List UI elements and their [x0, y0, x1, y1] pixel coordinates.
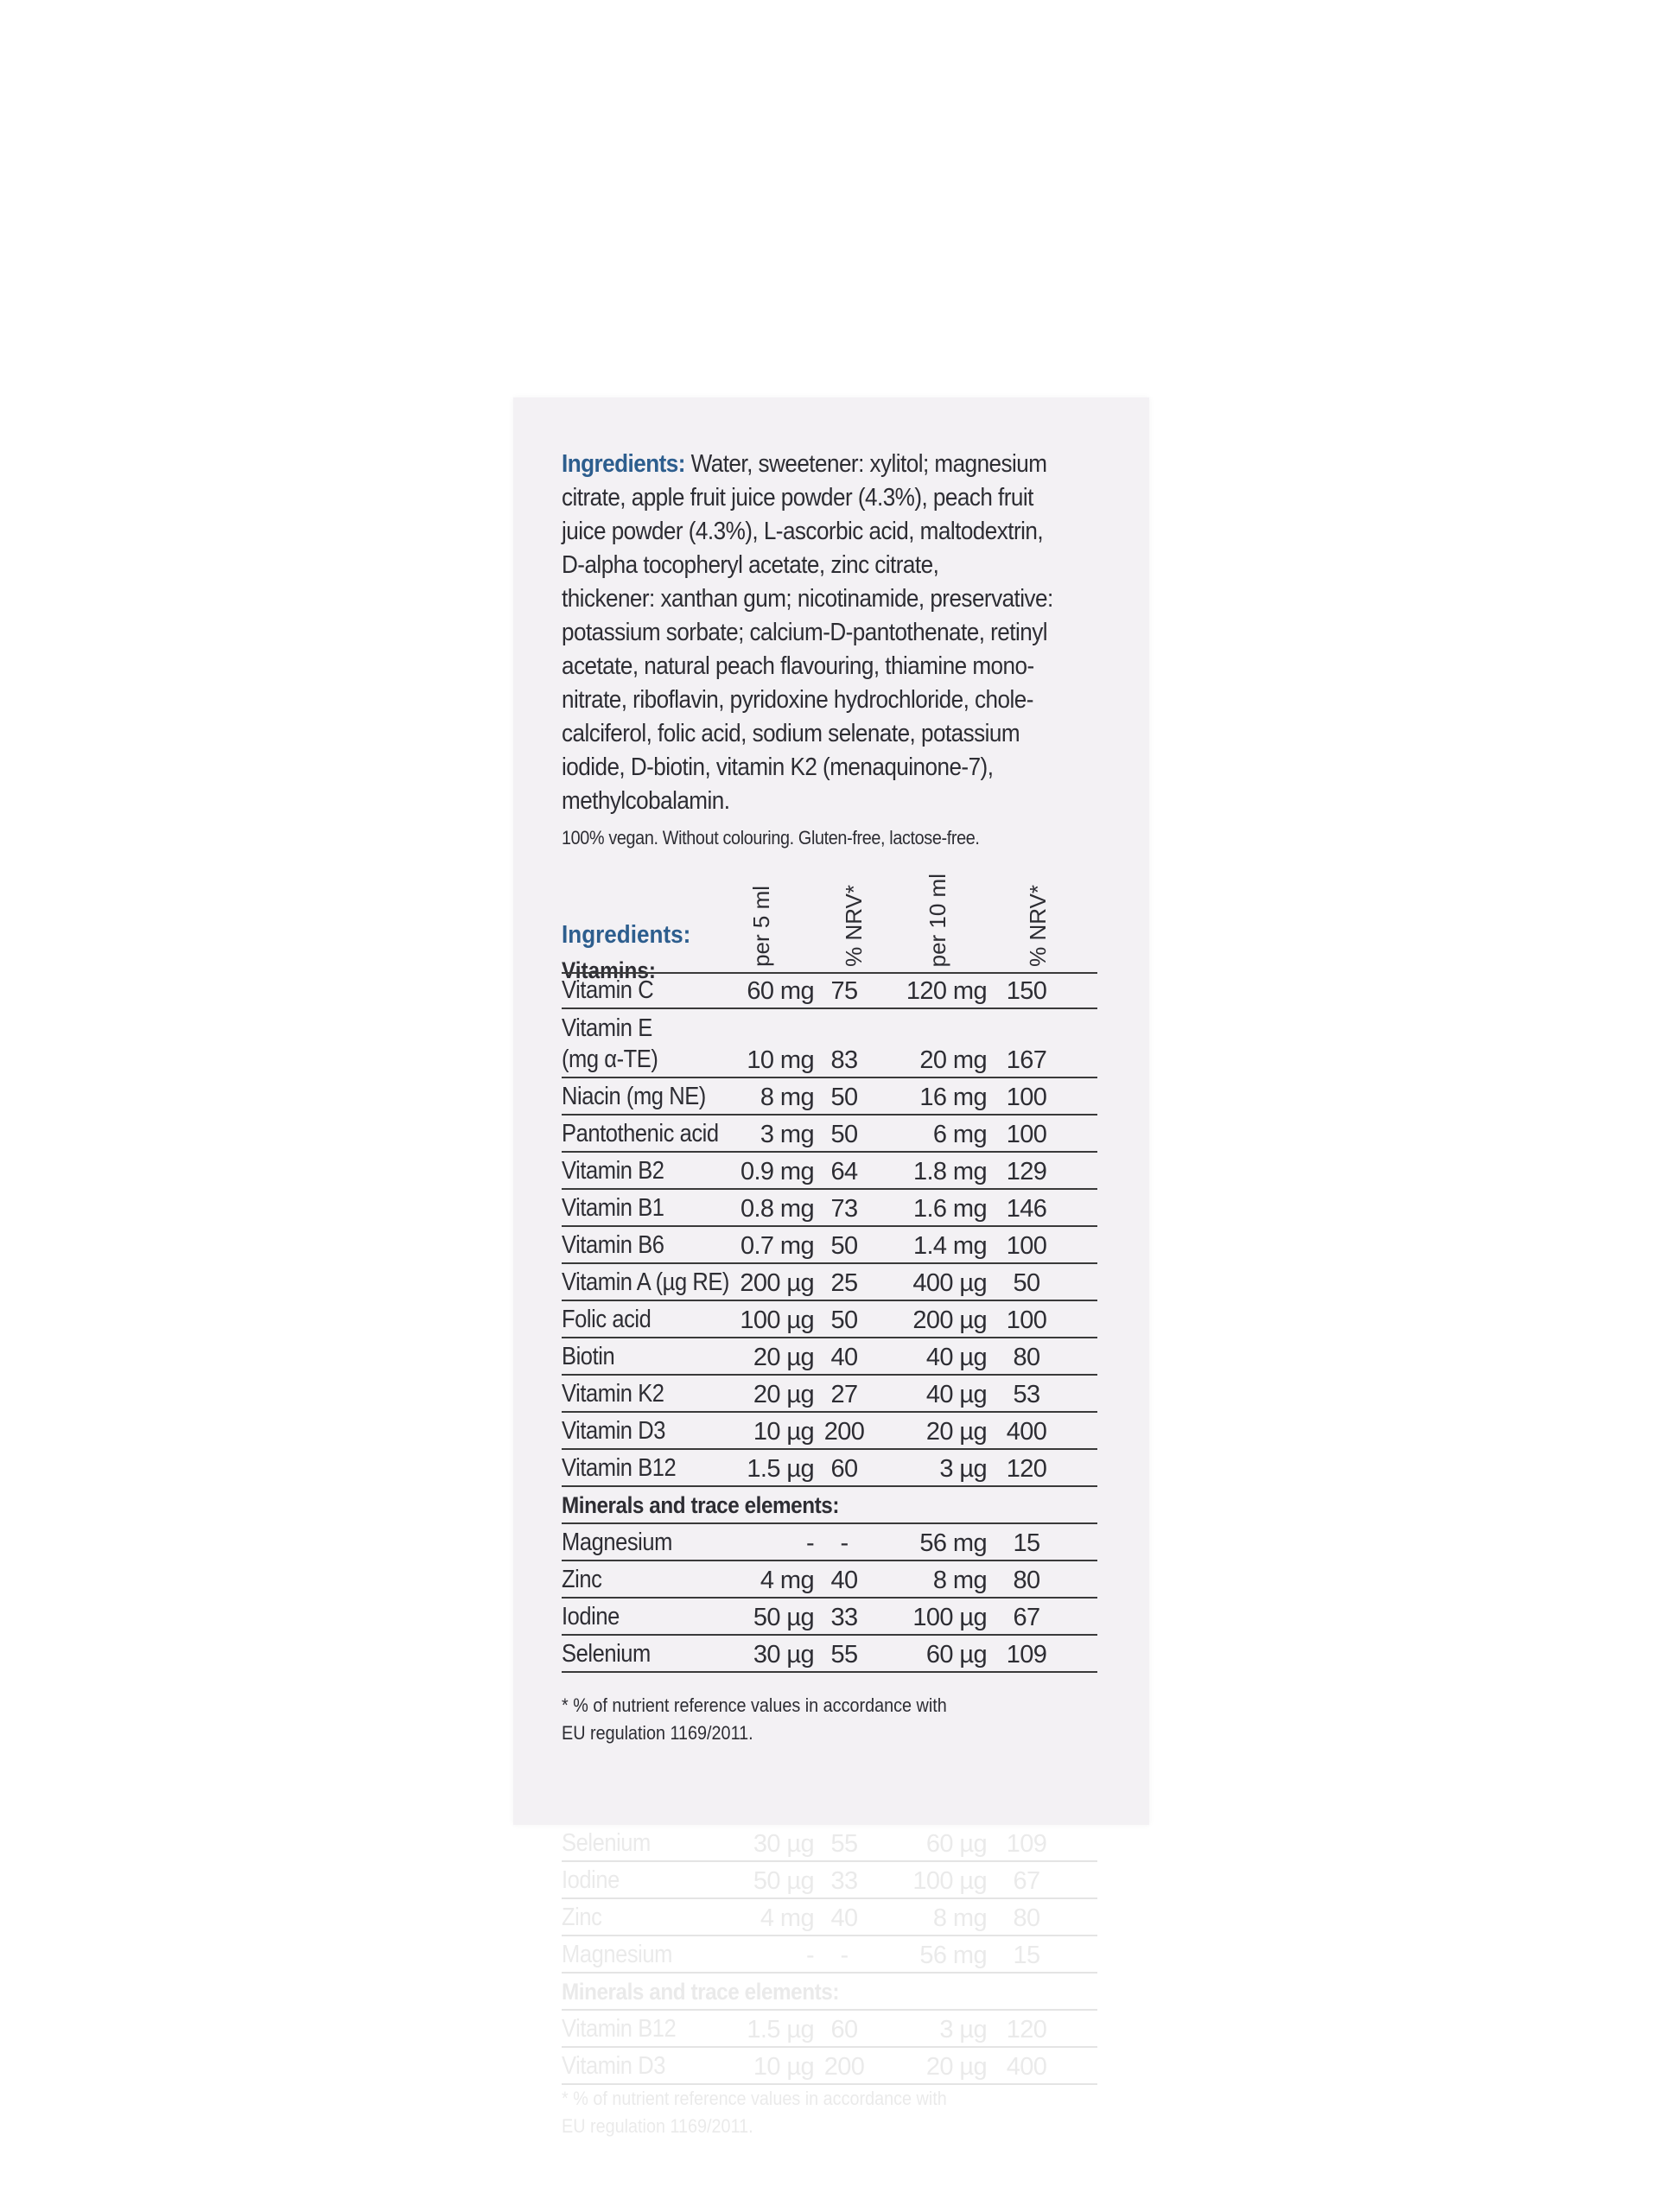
vegan-note: 100% vegan. Without colouring. Gluten-free, lactose-free. — [562, 827, 980, 849]
nrv-per-5ml: 75 — [830, 977, 858, 1005]
amount-per-5ml: 100 µg — [740, 1306, 814, 1334]
reflection-nrv-per-5ml: - — [840, 1942, 849, 1969]
table-row — [562, 1116, 1097, 1153]
reflection-table-row — [562, 1825, 1097, 1862]
reflection-nutrient-name-cell — [562, 2050, 734, 2082]
reflection-table-row — [562, 2011, 1097, 2048]
nutrient-name: Vitamin B2 — [562, 1157, 664, 1185]
nrv-per-5ml: 50 — [830, 1084, 858, 1111]
reflection-nutrient-name: Vitamin B12 — [562, 2015, 677, 2043]
reflection-minerals-heading: Minerals and trace elements: — [562, 1979, 839, 2005]
nutrient-unit-note: (mg α-TE) — [562, 1046, 658, 1073]
reflection-amount-per-10ml: 60 µg — [925, 1830, 987, 1858]
column-header-per-5ml: per 5 ml — [748, 886, 774, 967]
reflection-amount-per-10ml: 100 µg — [912, 1867, 987, 1895]
nutrient-name: Vitamin B12 — [562, 1454, 677, 1482]
reflection-nrv-per-10ml: 15 — [1013, 1942, 1040, 1969]
nrv-footnote — [562, 1692, 966, 1747]
table-heading: Ingredients: — [562, 921, 691, 949]
nrv-per-5ml: 200 — [823, 1418, 865, 1446]
nutrient-name-cell — [562, 1155, 734, 1186]
amount-per-5ml: 50 µg — [753, 1604, 814, 1631]
amount-per-10ml: 100 µg — [912, 1604, 987, 1631]
nrv-per-10ml: 15 — [1013, 1529, 1040, 1557]
table-row — [562, 1301, 1097, 1338]
nrv-per-10ml: 129 — [1006, 1158, 1047, 1185]
table-row — [562, 1190, 1097, 1227]
nrv-per-5ml: 25 — [830, 1269, 858, 1297]
mineral-rows — [562, 1524, 1097, 1673]
nrv-per-10ml: 150 — [1006, 977, 1047, 1005]
amount-per-5ml: 1.5 µg — [747, 1455, 814, 1483]
nrv-per-10ml: 167 — [1006, 1046, 1047, 1074]
column-header-nrv-5ml: % NRV* — [841, 885, 867, 967]
reflection-nrv-per-10ml: 400 — [1006, 2053, 1047, 2081]
table-row — [562, 1376, 1097, 1413]
nrv-per-5ml: - — [840, 1529, 849, 1557]
reflection-nutrient-name: Selenium — [562, 1829, 651, 1857]
reflection-nutrient-name: Vitamin D3 — [562, 2052, 665, 2080]
amount-per-10ml: 56 mg — [919, 1529, 987, 1557]
reflection-amount-per-10ml: 8 mg — [932, 1904, 987, 1932]
amount-per-5ml: 3 mg — [760, 1121, 814, 1148]
table-row — [562, 1264, 1097, 1301]
table-row — [562, 1450, 1097, 1487]
ingredients-line: acetate, natural peach flavouring, thiamine mono- — [562, 652, 1034, 680]
reflection-table-row — [562, 1936, 1097, 1974]
column-header-per-10ml: per 10 ml — [925, 873, 950, 967]
nrv-per-10ml: 100 — [1006, 1121, 1047, 1148]
amount-per-5ml: 20 µg — [753, 1344, 814, 1371]
nutrient-name: Vitamin K2 — [562, 1380, 664, 1408]
ingredients-heading: Ingredients: — [562, 450, 685, 478]
nutrient-name-cell — [562, 1230, 734, 1261]
reflection-nutrient-name: Iodine — [562, 1866, 620, 1894]
reflection-nrv-per-5ml: 33 — [830, 1867, 858, 1895]
reflection-nutrient-name-cell — [562, 1939, 734, 1970]
nrv-per-10ml: 146 — [1006, 1195, 1047, 1223]
nrv-per-5ml: 55 — [830, 1641, 858, 1669]
reflection-table-row — [562, 2048, 1097, 2085]
ingredients-line: calciferol, folic acid, sodium selenate, potassium — [562, 720, 1020, 747]
reflection-nrv-per-5ml: 200 — [823, 2053, 865, 2081]
reflection-footnote-line: * % of nutrient reference values in accordance with — [562, 2088, 947, 2109]
reflection-nutrient-name: Magnesium — [562, 1941, 672, 1968]
amount-per-10ml: 60 µg — [925, 1641, 987, 1669]
amount-per-10ml: 16 mg — [919, 1084, 987, 1111]
reflection-nutrient-name: Zinc — [562, 1904, 602, 1931]
minerals-heading: Minerals and trace elements: — [562, 1492, 839, 1518]
reflection-nrv-per-10ml: 67 — [1013, 1867, 1040, 1895]
nrv-per-5ml: 27 — [830, 1381, 858, 1408]
amount-per-5ml: 20 µg — [753, 1381, 814, 1408]
reflection-amount-per-5ml: 4 mg — [760, 1904, 814, 1932]
reflection-amount-per-5ml: 10 µg — [753, 2053, 814, 2081]
nutrient-name: Niacin (mg NE) — [562, 1083, 706, 1110]
amount-per-10ml: 6 mg — [932, 1121, 987, 1148]
reflection-amount-per-10ml: 3 µg — [939, 2016, 987, 2044]
ingredients-line: nitrate, riboflavin, pyridoxine hydrochloride, chole- — [562, 686, 1033, 714]
amount-per-10ml: 120 mg — [906, 977, 987, 1005]
reflection-amount-per-5ml: - — [805, 1942, 814, 1969]
nutrient-name-cell — [562, 1452, 734, 1484]
nrv-per-10ml: 120 — [1006, 1455, 1047, 1483]
reflection-content — [513, 1825, 1149, 2152]
reflection-nutrient-name-cell — [562, 1827, 734, 1859]
reflection-nrv-per-5ml: 55 — [830, 1830, 858, 1858]
minerals-section-row — [562, 1487, 1097, 1524]
ingredients-line: D-alpha tocopheryl acetate, zinc citrate, — [562, 551, 939, 579]
nutrient-name: Zinc — [562, 1566, 602, 1593]
nrv-per-5ml: 40 — [830, 1567, 858, 1594]
ingredients-line: citrate, apple fruit juice powder (4.3%), peach fruit — [562, 484, 1033, 512]
nutrient-name: Biotin — [562, 1343, 615, 1370]
nutrient-name-cell — [562, 1415, 734, 1446]
amount-per-5ml: 0.8 mg — [740, 1195, 814, 1223]
nutrient-name-cell — [562, 1601, 734, 1632]
reflection-amount-per-10ml: 56 mg — [919, 1942, 987, 1969]
nutrient-name-cell — [562, 1304, 734, 1335]
ingredients-line: iodide, D-biotin, vitamin K2 (menaquinone-7), — [562, 753, 994, 781]
nutrient-name-cell — [562, 1564, 734, 1595]
nutrient-name: Vitamin B6 — [562, 1231, 664, 1259]
amount-per-10ml: 40 µg — [925, 1344, 987, 1371]
ingredients-line: methylcobalamin. — [562, 787, 730, 815]
amount-per-10ml: 400 µg — [912, 1269, 987, 1297]
nrv-per-10ml: 80 — [1013, 1567, 1040, 1594]
nutrient-name: Pantothenic acid — [562, 1120, 719, 1147]
nutrient-name: Folic acid — [562, 1306, 652, 1333]
table-row — [562, 1153, 1097, 1190]
table-row — [562, 1227, 1097, 1264]
nrv-per-10ml: 400 — [1006, 1418, 1047, 1446]
nrv-per-10ml: 80 — [1013, 1344, 1040, 1371]
ingredients-line: juice powder (4.3%), L-ascorbic acid, maltodextrin, — [562, 518, 1044, 545]
nutrient-name: Vitamin E — [562, 1014, 652, 1042]
reflection-nutrient-name-cell — [562, 1902, 734, 1933]
nutrient-name-cell — [562, 1118, 734, 1149]
reflection-minerals-section-row — [562, 1974, 1097, 2011]
nutrient-name: Iodine — [562, 1603, 620, 1630]
nutrient-name: Magnesium — [562, 1529, 672, 1556]
amount-per-5ml: - — [805, 1529, 814, 1557]
amount-per-5ml: 200 µg — [740, 1269, 814, 1297]
nrv-per-10ml: 50 — [1013, 1269, 1040, 1297]
ingredients-line: thickener: xanthan gum; nicotinamide, preservative: — [562, 585, 1053, 613]
nutrient-name-cell — [562, 1192, 734, 1224]
reflection-nrv-per-10ml: 109 — [1006, 1830, 1047, 1858]
vitamins-heading: Vitamins: — [562, 957, 656, 983]
nrv-per-10ml: 67 — [1013, 1604, 1040, 1631]
ingredients-paragraph — [562, 448, 1098, 818]
reflection-nrv-per-10ml: 120 — [1006, 2016, 1047, 2044]
amount-per-5ml: 8 mg — [760, 1084, 814, 1111]
nrv-per-5ml: 64 — [830, 1158, 858, 1185]
nrv-per-5ml: 73 — [830, 1195, 858, 1223]
reflection-amount-per-5ml: 50 µg — [753, 1867, 814, 1895]
amount-per-5ml: 10 mg — [747, 1046, 814, 1074]
nutrient-name: Vitamin B1 — [562, 1194, 664, 1222]
amount-per-10ml: 1.4 mg — [912, 1232, 987, 1260]
reflection-nutrient-name-cell — [562, 1865, 734, 1896]
nutrition-table-header — [562, 870, 1097, 983]
nutrient-name-cell — [562, 1341, 734, 1372]
reflection-nrv-footnote — [562, 2085, 966, 2140]
nutrient-name: Vitamin D3 — [562, 1417, 665, 1445]
nutrient-name-cell — [562, 1527, 734, 1558]
table-row — [562, 1636, 1097, 1673]
nutrient-name-cell — [562, 975, 734, 1006]
table-row — [562, 1009, 1097, 1078]
amount-per-10ml: 20 mg — [919, 1046, 987, 1074]
amount-per-10ml: 8 mg — [932, 1567, 987, 1594]
amount-per-10ml: 1.6 mg — [912, 1195, 987, 1223]
table-row — [562, 1338, 1097, 1376]
table-row — [562, 1599, 1097, 1636]
nrv-per-10ml: 100 — [1006, 1306, 1047, 1334]
nrv-per-10ml: 100 — [1006, 1232, 1047, 1260]
nrv-per-5ml: 40 — [830, 1344, 858, 1371]
vitamin-rows — [562, 972, 1097, 1487]
reflection-amount-per-5ml: 30 µg — [753, 1830, 814, 1858]
footnote-line: EU regulation 1169/2011. — [562, 1722, 753, 1744]
table-row — [562, 1561, 1097, 1599]
ingredients-line: potassium sorbate; calcium-D-pantothenate, retinyl — [562, 619, 1047, 646]
amount-per-10ml: 20 µg — [925, 1418, 987, 1446]
amount-per-5ml: 30 µg — [753, 1641, 814, 1669]
amount-per-10ml: 1.8 mg — [912, 1158, 987, 1185]
nutrient-name-cell — [562, 1378, 734, 1409]
nutrient-name-cell — [562, 1081, 734, 1112]
reflection-nrv-per-5ml: 60 — [830, 2016, 858, 2044]
nrv-per-10ml: 53 — [1013, 1381, 1040, 1408]
product-label-panel — [513, 397, 1149, 1825]
nrv-per-5ml: 33 — [830, 1604, 858, 1631]
amount-per-5ml: 10 µg — [753, 1418, 814, 1446]
table-row — [562, 1413, 1097, 1450]
nutrition-table — [562, 870, 1097, 1673]
nutrient-name: Selenium — [562, 1640, 651, 1668]
reflection-nutrient-name-cell — [562, 2013, 734, 2044]
ingredients-line: Water, sweetener: xylitol; magnesium — [684, 450, 1047, 478]
amount-per-5ml: 60 mg — [747, 977, 814, 1005]
panel-reflection — [513, 1825, 1149, 2212]
nutrient-name: Vitamin A (µg RE) — [562, 1268, 729, 1296]
amount-per-10ml: 3 µg — [939, 1455, 987, 1483]
nrv-per-5ml: 50 — [830, 1306, 858, 1334]
column-header-nrv-10ml: % NRV* — [1025, 885, 1051, 967]
footnote-line: * % of nutrient reference values in accordance with — [562, 1694, 947, 1716]
table-row — [562, 1524, 1097, 1561]
nrv-per-5ml: 83 — [830, 1046, 858, 1074]
amount-per-10ml: 200 µg — [912, 1306, 987, 1334]
nutrient-name-cell — [562, 1638, 734, 1669]
reflection-amount-per-10ml: 20 µg — [925, 2053, 987, 2081]
table-row — [562, 1078, 1097, 1116]
amount-per-5ml: 4 mg — [760, 1567, 814, 1594]
amount-per-5ml: 0.7 mg — [740, 1232, 814, 1260]
reflection-footnote-line: EU regulation 1169/2011. — [562, 2115, 753, 2137]
nrv-per-10ml: 100 — [1006, 1084, 1047, 1111]
nrv-per-10ml: 109 — [1006, 1641, 1047, 1669]
nrv-per-5ml: 50 — [830, 1232, 858, 1260]
reflection-table-row — [562, 1862, 1097, 1899]
reflection-nrv-per-5ml: 40 — [830, 1904, 858, 1932]
nutrient-name-cell — [562, 1267, 734, 1298]
nutrient-name: Vitamin C — [562, 976, 654, 1004]
nutrient-name-cell — [562, 1013, 734, 1075]
reflection-amount-per-5ml: 1.5 µg — [747, 2016, 814, 2044]
table-row — [562, 972, 1097, 1009]
nrv-per-5ml: 60 — [830, 1455, 858, 1483]
amount-per-10ml: 40 µg — [925, 1381, 987, 1408]
amount-per-5ml: 0.9 mg — [740, 1158, 814, 1185]
nrv-per-5ml: 50 — [830, 1121, 858, 1148]
reflection-nrv-per-10ml: 80 — [1013, 1904, 1040, 1932]
reflection-table-row — [562, 1899, 1097, 1936]
